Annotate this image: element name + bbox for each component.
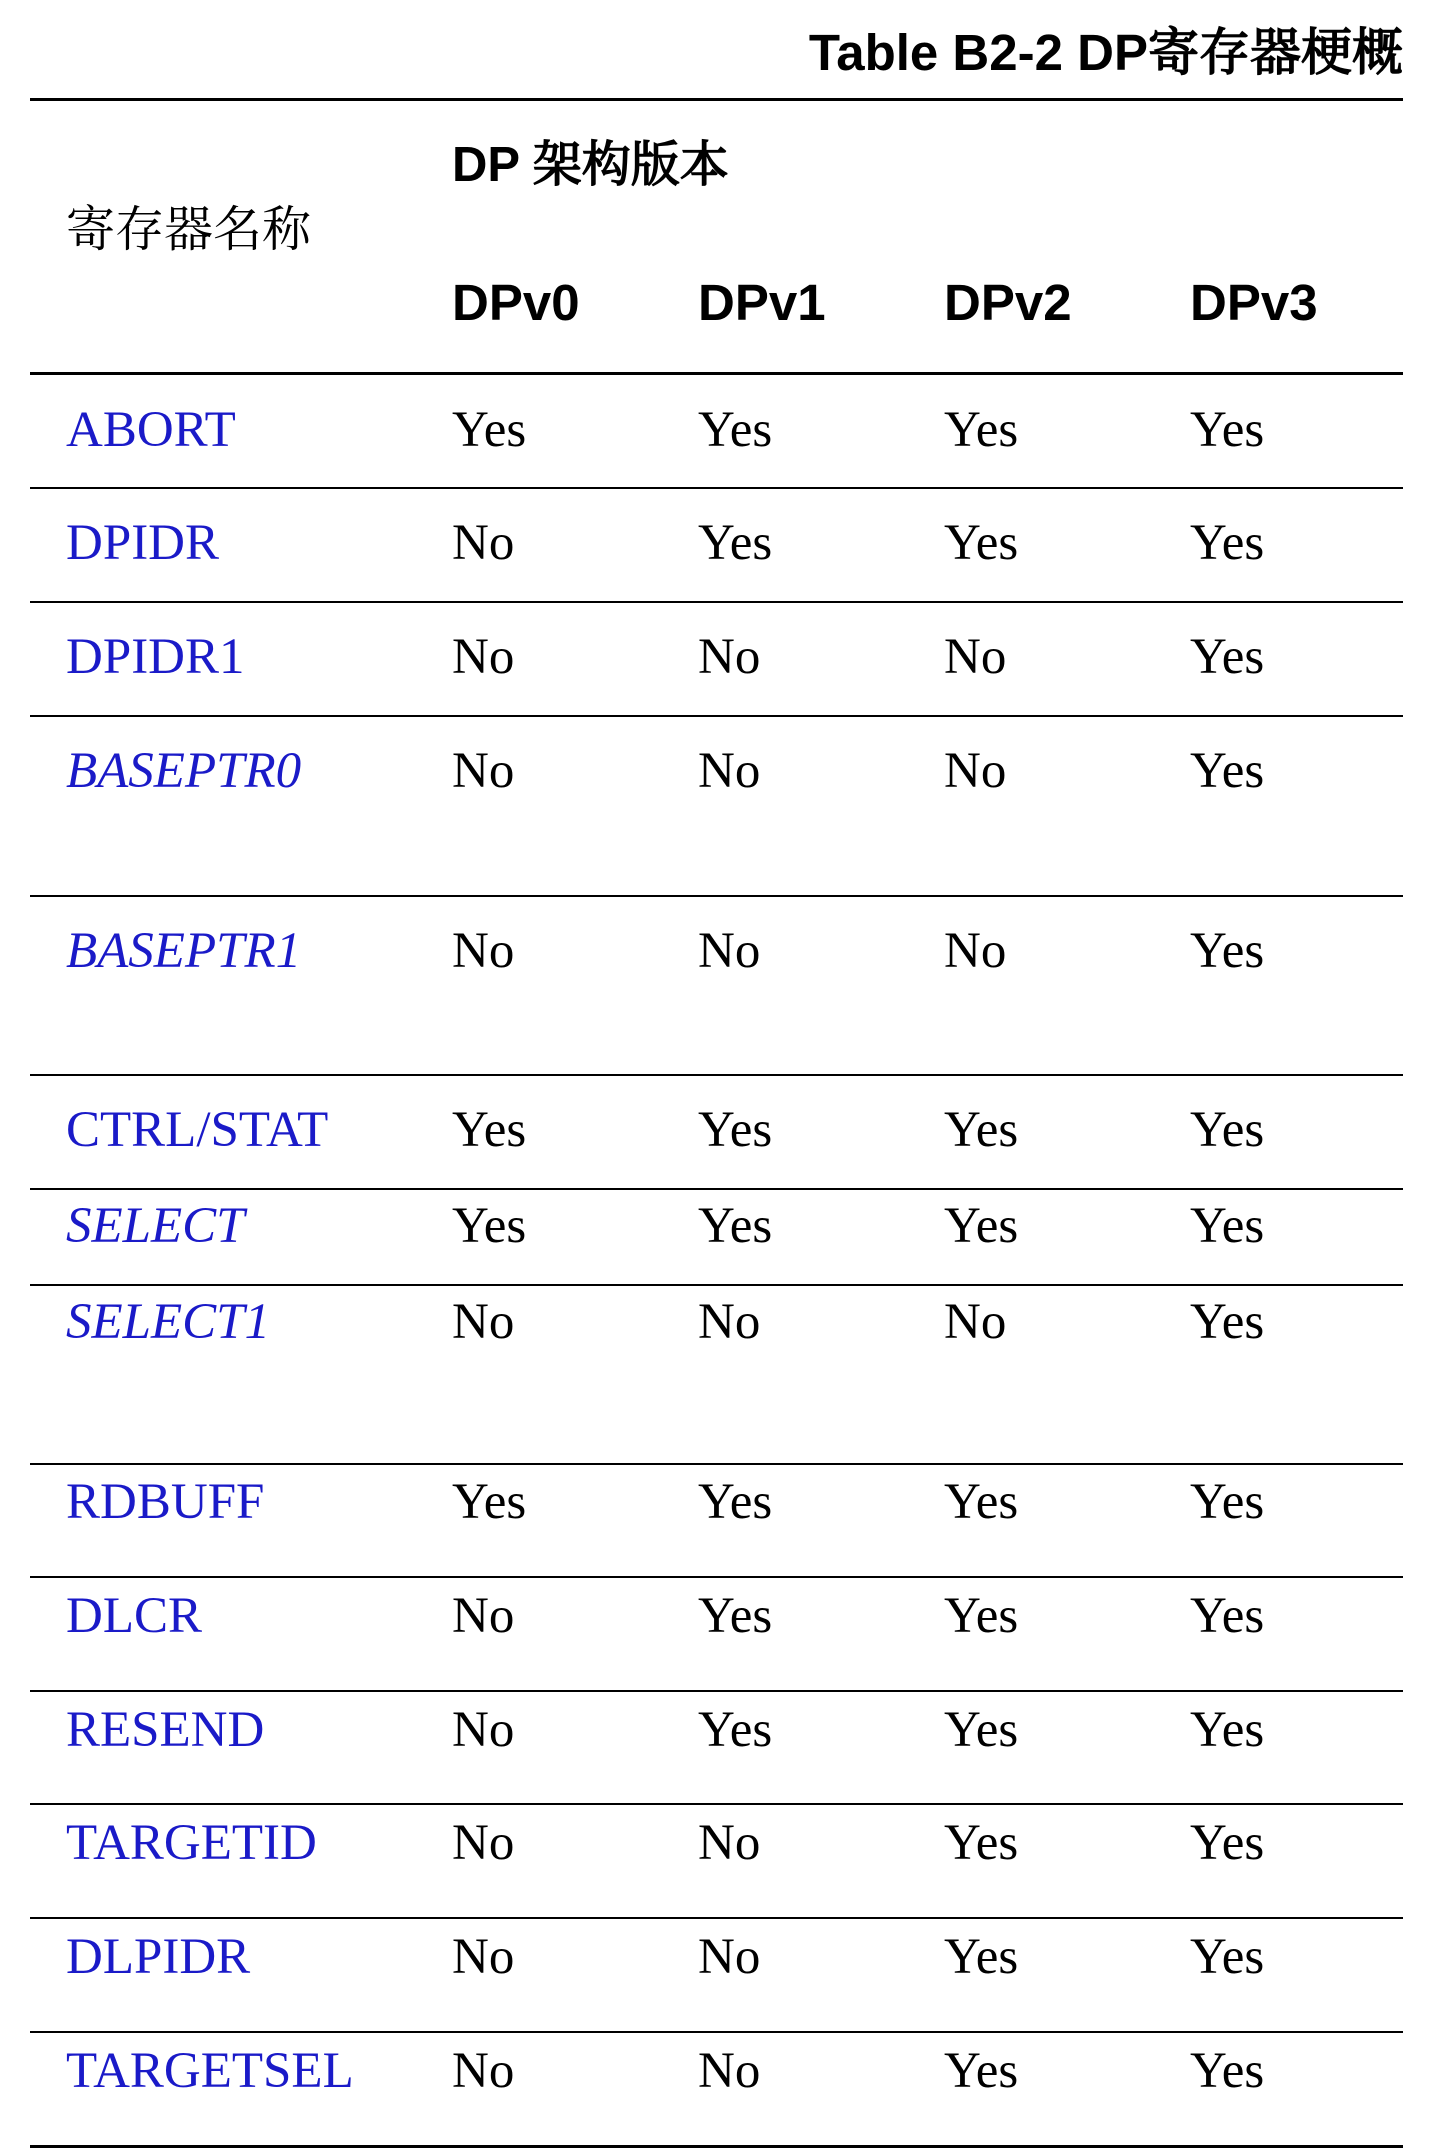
support-value: Yes (1190, 1815, 1265, 1871)
support-value: Yes (1190, 629, 1265, 685)
support-value: Yes (1190, 1474, 1265, 1530)
support-value: Yes (1190, 743, 1265, 799)
row-divider (30, 895, 1403, 897)
support-value: Yes (1190, 1294, 1265, 1350)
support-value: Yes (944, 1588, 1019, 1644)
row-divider (30, 715, 1403, 717)
support-value: Yes (944, 402, 1019, 458)
support-value: Yes (944, 1474, 1019, 1530)
support-value: Yes (944, 515, 1019, 571)
row-divider (30, 601, 1403, 603)
support-value: No (698, 629, 761, 685)
support-value: Yes (944, 1198, 1019, 1254)
table-top-rule (30, 98, 1403, 101)
support-value: No (452, 629, 515, 685)
support-value: No (698, 2043, 761, 2099)
register-name-link[interactable]: RDBUFF (66, 1474, 265, 1530)
register-name-link[interactable]: CTRL/STAT (66, 1102, 329, 1158)
support-value: No (698, 743, 761, 799)
support-value: Yes (452, 1474, 527, 1530)
support-value: Yes (1190, 402, 1265, 458)
support-value: No (944, 1294, 1007, 1350)
support-value: Yes (698, 1198, 773, 1254)
support-value: No (698, 923, 761, 979)
support-value: No (944, 743, 1007, 799)
register-name-link[interactable]: DLPIDR (66, 1929, 251, 1985)
header-bottom-rule (30, 372, 1403, 375)
register-name-link[interactable]: SELECT (66, 1198, 245, 1254)
version-header-dpv2: DPv2 (944, 274, 1072, 331)
register-name-link[interactable]: BASEPTR0 (66, 743, 302, 799)
support-value: Yes (1190, 1588, 1265, 1644)
support-value: No (452, 1702, 515, 1758)
support-value: Yes (452, 1102, 527, 1158)
support-value: No (452, 515, 515, 571)
support-value: Yes (1190, 923, 1265, 979)
support-value: No (452, 1815, 515, 1871)
register-name-header: 寄存器名称 (66, 203, 312, 257)
version-group-header: DP 架构版本 (452, 138, 729, 192)
table-bottom-rule (30, 2145, 1403, 2148)
support-value: Yes (944, 2043, 1019, 2099)
register-name-link[interactable]: DLCR (66, 1588, 203, 1644)
support-value: No (452, 2043, 515, 2099)
support-value: Yes (1190, 2043, 1265, 2099)
support-value: Yes (1190, 1702, 1265, 1758)
support-value: Yes (698, 1588, 773, 1644)
register-name-link[interactable]: DPIDR (66, 515, 220, 571)
support-value: Yes (1190, 1102, 1265, 1158)
support-value: No (452, 1294, 515, 1350)
support-value: No (452, 1929, 515, 1985)
support-value: No (452, 923, 515, 979)
support-value: Yes (452, 402, 527, 458)
register-name-link[interactable]: TARGETSEL (66, 2043, 354, 2099)
version-header-dpv3: DPv3 (1190, 274, 1318, 331)
register-name-link[interactable]: DPIDR1 (66, 629, 245, 685)
document-page (30, 0, 1403, 2155)
table-caption: Table B2-2 DP寄存器梗概 (808, 24, 1403, 81)
register-name-link[interactable]: RESEND (66, 1702, 265, 1758)
support-value: No (944, 629, 1007, 685)
support-value: No (698, 1294, 761, 1350)
support-value: Yes (944, 1102, 1019, 1158)
support-value: Yes (698, 515, 773, 571)
register-name-link[interactable]: BASEPTR1 (66, 923, 302, 979)
support-value: Yes (1190, 1929, 1265, 1985)
support-value: Yes (698, 1102, 773, 1158)
register-name-link[interactable]: ABORT (66, 402, 236, 458)
version-header-dpv0: DPv0 (452, 274, 580, 331)
row-divider (30, 1074, 1403, 1076)
support-value: Yes (1190, 515, 1265, 571)
version-header-dpv1: DPv1 (698, 274, 826, 331)
register-name-link[interactable]: SELECT1 (66, 1294, 271, 1350)
support-value: No (944, 923, 1007, 979)
support-value: Yes (944, 1702, 1019, 1758)
support-value: Yes (1190, 1198, 1265, 1254)
support-value: No (452, 1588, 515, 1644)
support-value: No (698, 1929, 761, 1985)
support-value: No (452, 743, 515, 799)
support-value: Yes (452, 1198, 527, 1254)
support-value: Yes (944, 1815, 1019, 1871)
support-value: Yes (698, 1702, 773, 1758)
support-value: Yes (698, 402, 773, 458)
support-value: No (698, 1815, 761, 1871)
row-divider (30, 487, 1403, 489)
register-name-link[interactable]: TARGETID (66, 1815, 317, 1871)
support-value: Yes (944, 1929, 1019, 1985)
support-value: Yes (698, 1474, 773, 1530)
